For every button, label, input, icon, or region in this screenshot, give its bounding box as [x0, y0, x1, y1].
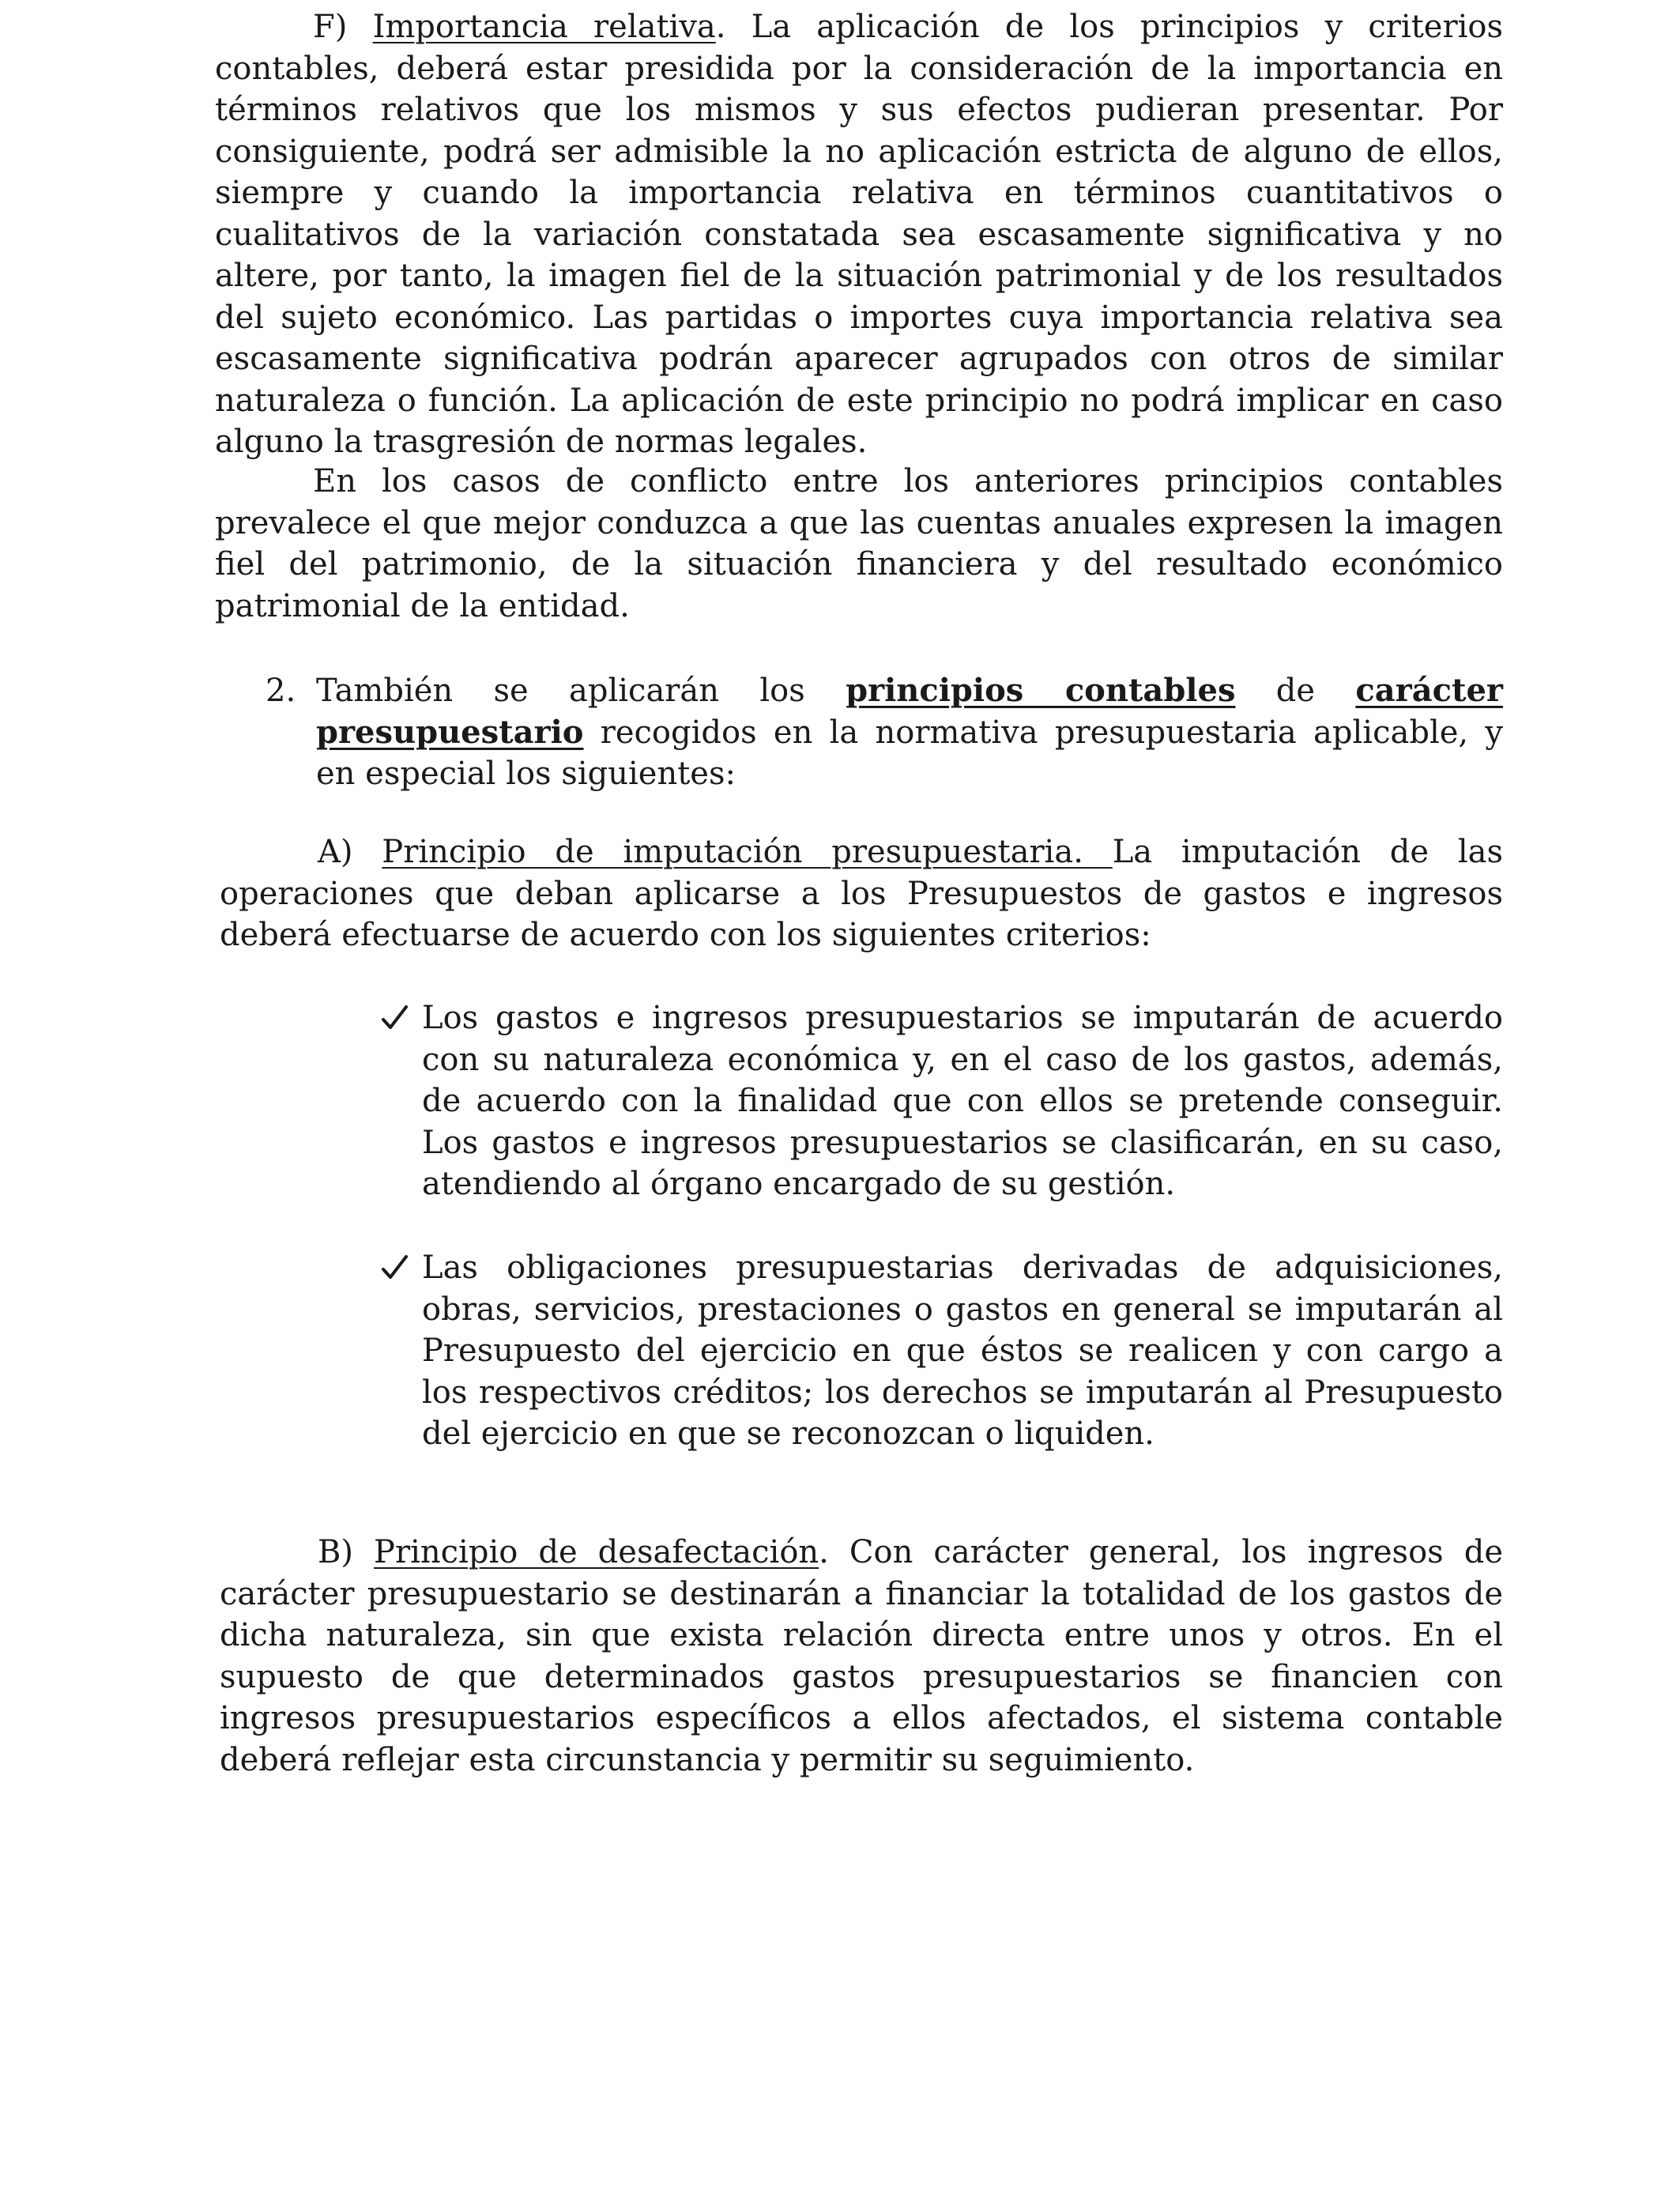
emphasis-caracter-presupuestario: carácter presupuestario: [316, 672, 1503, 751]
paragraph-importancia-relativa: [215, 6, 1503, 463]
checklist-item: [381, 1247, 1503, 1455]
paragraph-letter: A): [318, 834, 353, 870]
paragraph-heading: Principio de imputación presupuestaria.: [382, 834, 1113, 870]
paragraph-text: En los casos de conflicto entre los anteriores principios contables prevalece el que mejor conduzca a que las cuentas anuales expresen la imagen fiel del patrimonio, de la situación financiera y del resultado económico patrimonial de la entidad.: [215, 463, 1503, 624]
checklist-item: [381, 997, 1503, 1205]
numbered-item-2: [266, 670, 1503, 795]
paragraph-text: . Con carácter general, los ingresos de carácter presupuestario se destinarán a financiar la totalidad de los gastos de dicha naturaleza, sin que exista relación directa entre unos y otros. En el supuesto de que determinados gastos presupuestarios se financien con ingresos presupuestarios específicos a ellos afectados, el sistema contable deberá reflejar esta circunstancia y permitir su seguimiento.: [220, 1534, 1504, 1778]
paragraph-text: La imputación de las operaciones que deban aplicarse a los Presupuestos de gastos e ingresos deberá efectuarse de acuerdo con los siguientes criterios:: [220, 834, 1503, 953]
paragraph-heading: Importancia relativa: [372, 9, 716, 45]
checklist-item-text: Los gastos e ingresos presupuestarios se imputarán de acuerdo con su naturaleza económica y, en el caso de los gastos, además, de acuerdo con la finalidad que con ellos se pretende conseguir. Los gastos e ingresos presupuestarios se clasificarán, en su caso, atendiendo al órgano encargado de su gestión.: [422, 1000, 1503, 1202]
item-body: También se aplicarán los principios contables de carácter presupuestario recogidos en la normativa presupuestaria aplicable, y en especial los siguientes:: [316, 672, 1503, 792]
emphasis-principios-contables: principios contables: [846, 672, 1236, 709]
checkmark-icon: [381, 1247, 412, 1288]
paragraph-text: . La aplicación de los principios y criterios contables, deberá estar presidida por la consideración de la importancia en términos relativos que los mismos y sus efectos pudieran presentar. Por consiguiente, podrá ser admisible la no aplicación estricta de alguno de ellos, siempre y cuando la importancia relativa en términos cuantitativos o cualitativos de la variación constatada sea escasamente significativa y no altere, por tanto, la imagen fiel de la situación patrimonial y de los resultados del sujeto económico. Las partidas o importes cuya importancia relativa sea escasamente significativa podrán aparecer agrupados con otros de similar naturaleza o función. La aplicación de este principio no podrá implicar en caso alguno la trasgresión de normas legales.: [215, 9, 1503, 460]
item-number: 2.: [266, 673, 296, 709]
paragraph-desafectacion: [220, 1532, 1503, 1781]
paragraph-imputacion-presupuestaria: [220, 831, 1503, 956]
paragraph-heading: Principio de desafectación: [374, 1534, 819, 1570]
paragraph-letter: F): [313, 9, 348, 45]
paragraph-letter: B): [318, 1534, 353, 1570]
checklist-item-text: Las obligaciones presupuestarias derivadas de adquisiciones, obras, servicios, prestaciones o gastos en general se imputarán al Presupuesto del ejercicio en que éstos se realicen y con cargo a los respectivos créditos; los derechos se imputarán al Presupuesto del ejercicio en que se reconozcan o liquiden.: [422, 1250, 1503, 1452]
paragraph-conflicto: [215, 461, 1503, 627]
checkmark-icon: [381, 997, 412, 1039]
